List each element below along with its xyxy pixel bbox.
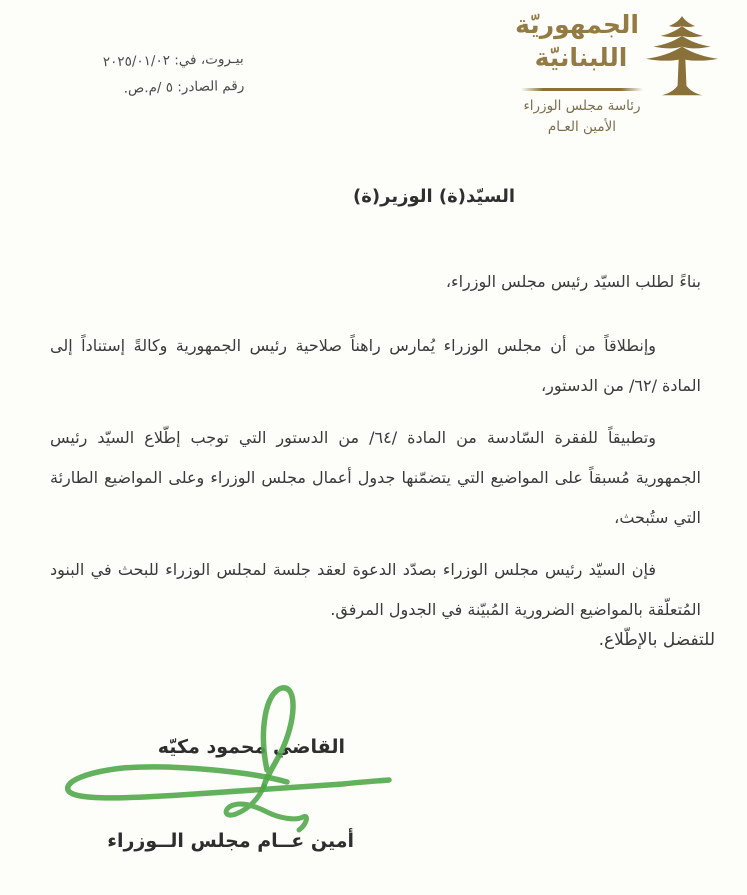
- body-paragraph: وإنطلاقاً من أن مجلس الوزراء يُمارس راهناً صلاحية رئيس الجمهورية وكالةً إستناداً إلى المادة /٦٢/ من الدستور،: [50, 336, 701, 395]
- body-paragraph: بناءً لطلب السيّد رئيس مجلس الوزراء،: [445, 272, 701, 291]
- office-label: رئاسة مجلس الوزراء: [523, 98, 641, 114]
- bureau-label: الأمين العـام: [547, 119, 617, 135]
- reference-number-line: رقم الصادر: ٥ /م.ص.: [123, 77, 245, 97]
- cedar-tree-icon: [641, 12, 723, 104]
- body-paragraph: وتطبيقاً للفقرة السّادسة من المادة /٦٤/ من الدستور التي توجب إطّلاع السيّد رئيس الجمهورية مُسبقاً على المواضيع التي يتضمّنها جدول أعمال مجلس الوزراء وعلى المواضيع الطارئة التي ستُبحث،: [50, 428, 701, 527]
- republic-calligraphy: [515, 8, 639, 74]
- letterhead-emblem: [515, 8, 731, 144]
- signer-name: القاضي محمود مكيّه: [157, 736, 345, 758]
- closing-line: للتفضل بالإطّلاع.: [598, 630, 715, 650]
- republic-line-1: الجمهوريّة: [515, 10, 639, 39]
- recipient-heading: السيّد(ة) الوزير(ة): [353, 186, 515, 207]
- date-reference-block: [63, 46, 244, 104]
- republic-line-2: اللبنانيّة: [534, 43, 628, 72]
- body-paragraph: فإن السيّد رئيس مجلس الوزراء بصدّد الدعوة لعقد جلسة لمجلس الوزراء للبحث في البنود المُتعلّقة بالمواضيع الضرورية المُبيّنة في الجدول المرفق.: [50, 560, 701, 619]
- emblem-divider: [521, 88, 643, 91]
- signer-title: أمين عــام مجلس الــوزراء: [107, 830, 354, 852]
- letter-body: [50, 262, 701, 642]
- city-date-line: بيـروت، في: ٢٠٢٥/٠١/٠٢: [102, 50, 244, 71]
